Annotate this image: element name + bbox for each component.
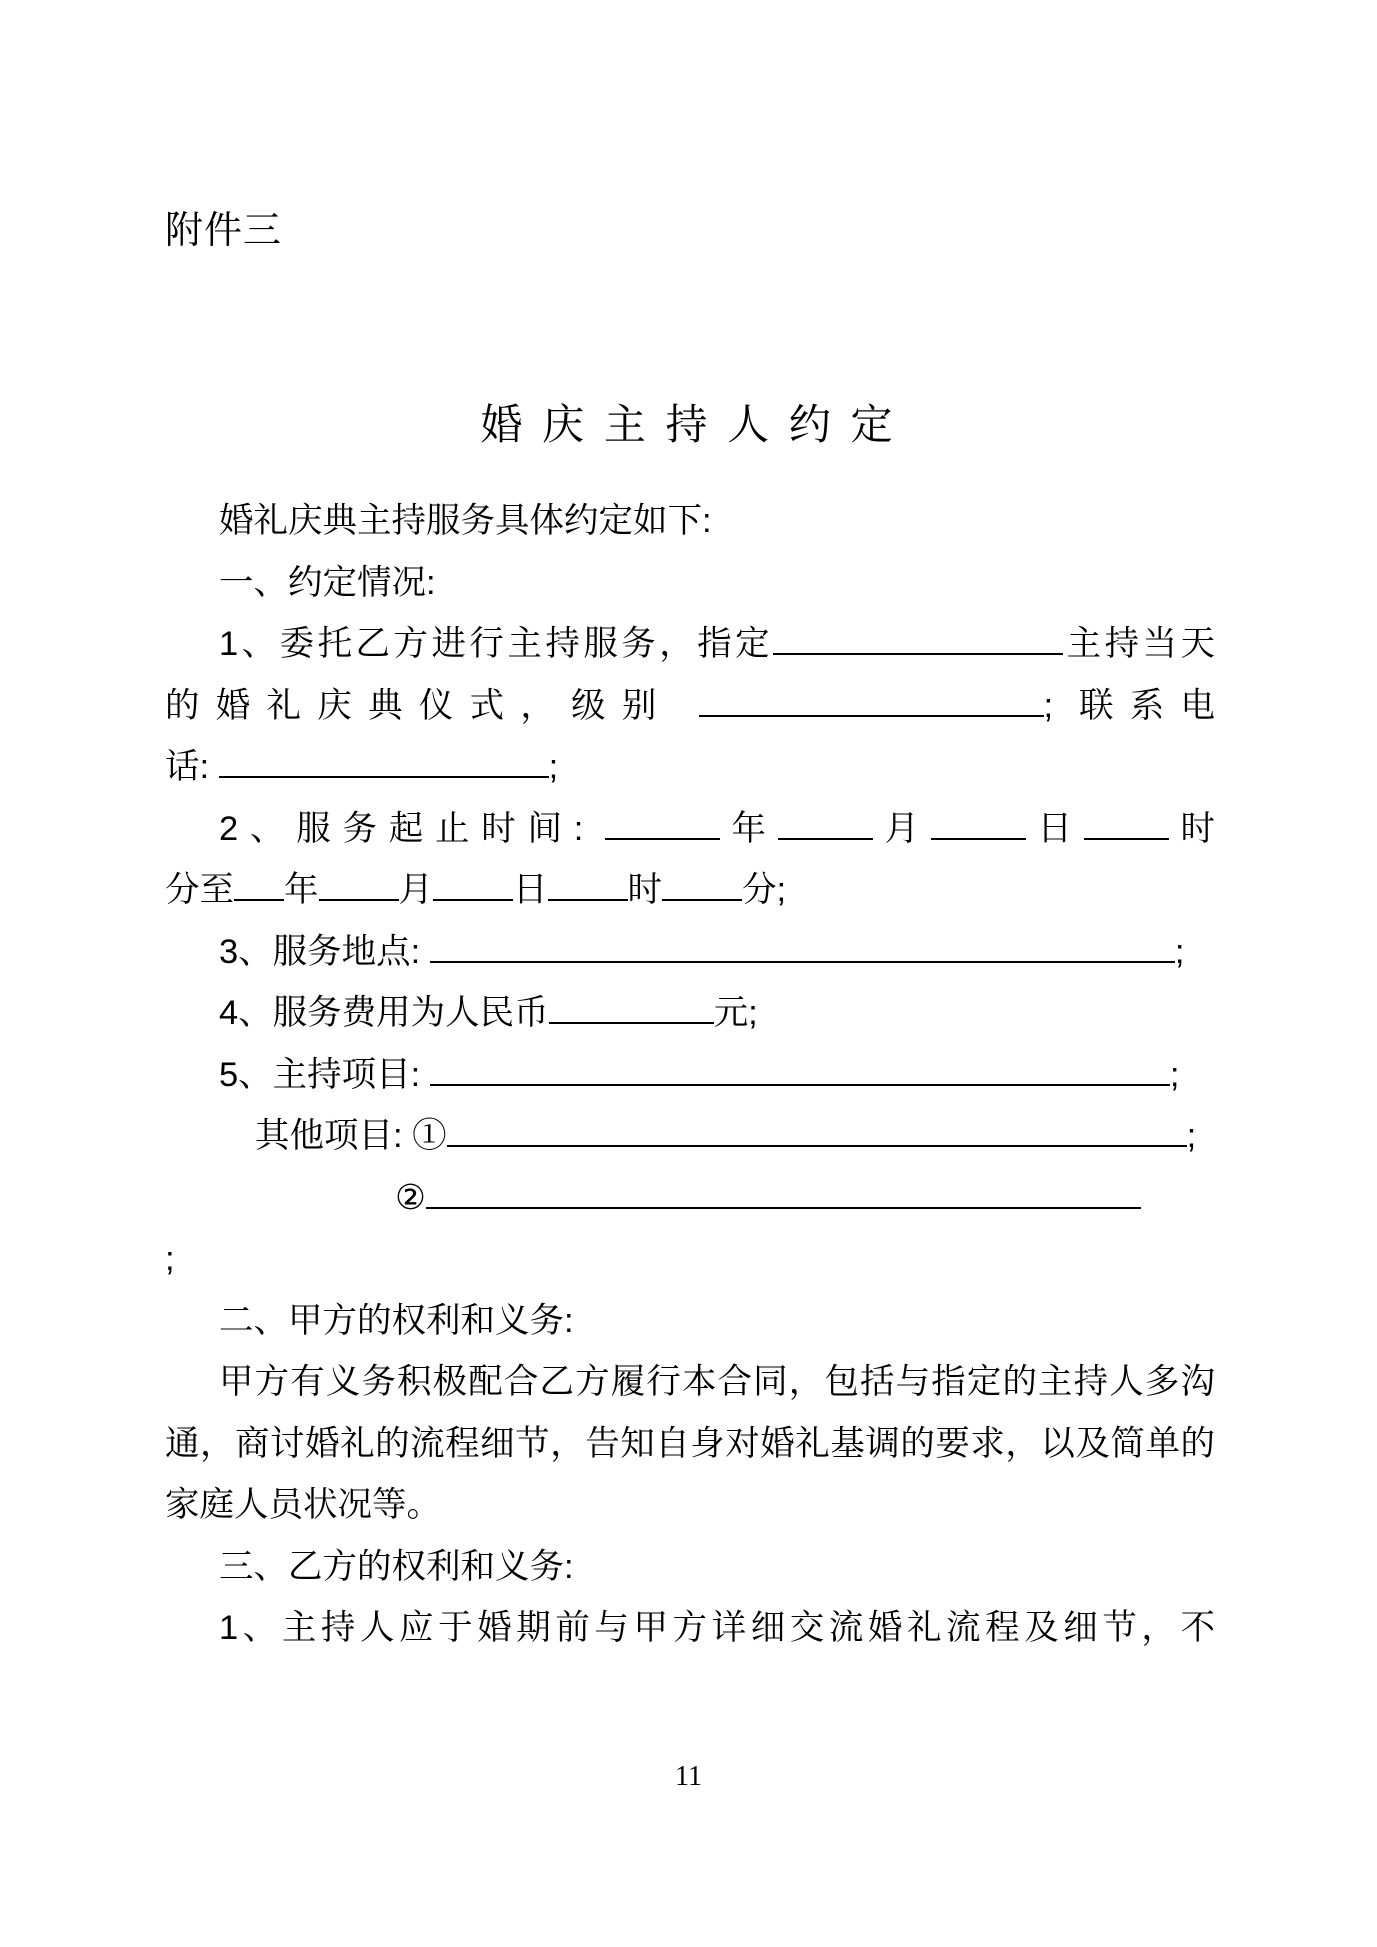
clause-2-line-2 bbox=[165, 860, 1215, 922]
section-2-heading bbox=[165, 1291, 1215, 1353]
text-segment: ; bbox=[165, 1240, 175, 1278]
text-segment: ② bbox=[395, 1178, 426, 1217]
text-segment: 月 bbox=[398, 871, 433, 909]
text-segment: 的婚礼庆典仪式，级别 bbox=[165, 686, 699, 725]
text-segment: ; bbox=[548, 748, 559, 786]
party-a-duty-line-2 bbox=[165, 1414, 1215, 1476]
text-segment: 4、服务费用为人民币 bbox=[219, 994, 549, 1032]
section-1-heading bbox=[165, 553, 1215, 615]
other-items-line-2 bbox=[165, 1168, 1215, 1230]
other-items-line-1 bbox=[165, 1106, 1215, 1168]
text-segment: 1、主持人应于婚期前与甲方详细交流婚礼流程及细节，不 bbox=[219, 1609, 1215, 1647]
party-a-duty-line-1 bbox=[165, 1352, 1215, 1414]
clause-4-line bbox=[165, 983, 1215, 1045]
fill-in-blank-line bbox=[662, 897, 742, 901]
intro-line bbox=[165, 491, 1215, 553]
fill-in-blank-line bbox=[699, 713, 1044, 717]
fill-in-blank-line bbox=[931, 836, 1026, 840]
text-segment: 分; bbox=[742, 871, 787, 909]
text-segment: 日 bbox=[513, 871, 548, 909]
text-segment: ; bbox=[1169, 1055, 1180, 1094]
attachment-label: 附件三 bbox=[165, 210, 283, 252]
fill-in-blank-line bbox=[234, 897, 284, 901]
fill-in-blank-line bbox=[548, 897, 628, 901]
text-segment: 甲方有义务积极配合乙方履行本合同，包括与指定的主持人多沟 bbox=[219, 1363, 1215, 1401]
fill-in-blank-line bbox=[549, 1020, 714, 1024]
document-body bbox=[165, 491, 1215, 1660]
text-segment: 时 bbox=[627, 871, 662, 909]
clause-3-line bbox=[165, 922, 1215, 984]
section-3-heading bbox=[165, 1537, 1215, 1599]
text-segment: 分至 bbox=[165, 871, 234, 909]
text-segment: 2、服务起止时间: bbox=[219, 809, 605, 848]
fill-in-blank-line bbox=[430, 959, 1175, 963]
page-number: 11 bbox=[675, 1761, 702, 1792]
document-title: 婚 庆 主 持 人 约 定 bbox=[480, 401, 897, 448]
clause-5-line bbox=[165, 1045, 1215, 1107]
fill-in-blank-line bbox=[319, 897, 399, 901]
text-segment: 家庭人员状况等。 bbox=[165, 1486, 441, 1524]
text-segment: 1、委托乙方进行主持服务，指定 bbox=[219, 625, 774, 663]
text-segment: ; 联系电 bbox=[1043, 686, 1216, 725]
party-a-duty-line-3 bbox=[165, 1475, 1215, 1537]
text-segment: 一、约定情况: bbox=[219, 563, 436, 602]
fill-in-blank-line bbox=[605, 836, 720, 840]
text-segment: ; bbox=[1174, 932, 1185, 971]
fill-in-blank-line bbox=[219, 774, 549, 778]
text-segment: 元; bbox=[713, 994, 758, 1032]
text-segment: 二、甲方的权利和义务: bbox=[219, 1301, 574, 1340]
fill-in-blank-line bbox=[1084, 836, 1169, 840]
stray-semicolon-line bbox=[165, 1229, 1215, 1291]
text-segment: 三、乙方的权利和义务: bbox=[219, 1547, 574, 1586]
clause-1-line-2 bbox=[165, 676, 1215, 738]
text-segment: 其他项目: ① bbox=[255, 1117, 447, 1155]
clause-1-line-1 bbox=[165, 614, 1215, 676]
text-segment: 月 bbox=[872, 809, 931, 848]
text-segment: 主持当天 bbox=[1063, 625, 1216, 663]
fill-in-blank-line bbox=[426, 1205, 1141, 1209]
fill-in-blank-line bbox=[433, 897, 513, 901]
text-segment: 话: bbox=[165, 748, 219, 786]
text-segment: 日 bbox=[1025, 809, 1084, 848]
text-segment: ; bbox=[1186, 1117, 1197, 1155]
text-segment: 年 bbox=[719, 809, 778, 848]
text-segment: 5、主持项目: bbox=[219, 1055, 430, 1094]
text-segment: 婚礼庆典主持服务具体约定如下: bbox=[219, 502, 712, 540]
party-b-duty-line-1 bbox=[165, 1598, 1215, 1660]
text-segment: 通，商讨婚礼的流程细节，告知自身对婚礼基调的要求，以及简单的 bbox=[165, 1424, 1215, 1463]
fill-in-blank-line bbox=[773, 651, 1063, 655]
fill-in-blank-line bbox=[430, 1082, 1170, 1086]
text-segment: 时 bbox=[1168, 809, 1216, 848]
clause-1-line-3 bbox=[165, 737, 1215, 799]
clause-2-line-1 bbox=[165, 799, 1215, 861]
text-segment: 3、服务地点: bbox=[219, 932, 430, 971]
text-segment: 年 bbox=[284, 871, 319, 909]
fill-in-blank-line bbox=[447, 1143, 1187, 1147]
fill-in-blank-line bbox=[778, 836, 873, 840]
